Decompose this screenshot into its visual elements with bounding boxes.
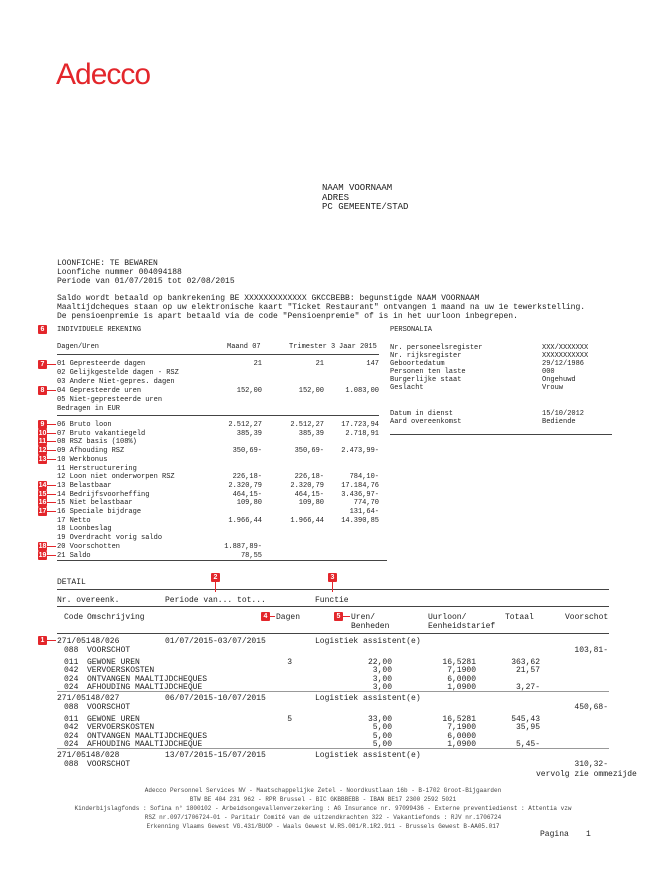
rekening-row-maand: 78,55 xyxy=(240,551,262,560)
personalia-key: Nr. personeelsregister xyxy=(390,344,483,352)
rekening-row-label: 02 Gelijkgestelde dagen - RSZ xyxy=(57,369,179,377)
detail-top-divider xyxy=(57,589,609,590)
line-advance: 450,68- xyxy=(574,703,608,712)
personalia-value: 15/10/2012 xyxy=(542,410,585,418)
marker-10-arrow xyxy=(47,433,56,434)
line-total: 545,43 xyxy=(511,714,540,724)
line-code: 088 xyxy=(64,703,79,712)
marker-d4: 4 xyxy=(261,612,270,621)
line-description: ONTVANGEN MAALTIJDCHEQUES xyxy=(87,674,208,684)
marker-8: 8 xyxy=(38,386,47,395)
marker-15-arrow xyxy=(47,494,56,495)
contract-divider xyxy=(57,691,609,692)
rekening-row-jaar: 17.184,76 xyxy=(341,481,379,490)
rekening-row-label: 04 Gepresteerde uren xyxy=(57,387,142,395)
vervolg-note: vervolg zie ommezijde xyxy=(536,770,637,779)
marker-14-arrow xyxy=(47,485,56,486)
footer-line-1: Adecco Personnel Services NV - Maatschappelijke Zetel - Noordkustlaan 16b - B-1702 Groot-Bijgaarden xyxy=(144,787,502,794)
contract-period: 13/07/2015-15/07/2015 xyxy=(165,751,266,760)
rekening-row-jaar: 2.473,99- xyxy=(341,447,379,456)
marker-15: 15 xyxy=(38,490,47,498)
rekening-divider xyxy=(57,354,379,355)
contract-number: 271/05148/027 xyxy=(57,694,120,703)
line-hours: 3,00 xyxy=(372,674,392,684)
rekening-row-maand: 109,80 xyxy=(236,499,262,508)
rekening-row-label: 01 Gepresteerde dagen xyxy=(57,360,146,368)
rekening-row-label: 11 Herstructurering xyxy=(57,464,137,473)
line-hours: 22,00 xyxy=(367,657,392,667)
line-rate: 16,5281 xyxy=(442,657,476,667)
col-maand: Maand 07 xyxy=(227,343,261,351)
personalia-value: 29/12/1986 xyxy=(542,360,585,368)
personalia-key: Nr. rijksregister xyxy=(390,352,462,360)
col-jaar: Jaar 2015 xyxy=(339,343,377,351)
detail-mid-divider xyxy=(57,606,609,607)
line-code: 042 xyxy=(64,723,79,733)
rekening-row-jaar: 3.436,97- xyxy=(341,490,379,499)
contract-period: 06/07/2015-10/07/2015 xyxy=(165,694,266,703)
company-logo: Adecco xyxy=(56,58,151,91)
col-functie: Functie xyxy=(315,596,349,605)
rekening-row-jaar: 17.723,94 xyxy=(341,421,379,429)
rekening-row-maand: 226,18- xyxy=(232,473,262,482)
line-total: 21,57 xyxy=(515,666,540,676)
marker-16-arrow xyxy=(47,502,56,503)
marker-d5: 5 xyxy=(334,612,343,621)
address-name: NAAM VOORNAAM xyxy=(322,183,393,193)
marker-18: 18 xyxy=(38,542,47,550)
rekening-row-jaar: 131,64- xyxy=(349,508,379,516)
line-description: AFHOUDING MAALTIJDCHEQUE xyxy=(87,740,203,750)
line-hours: 5,00 xyxy=(372,740,392,750)
line-description: GEWONE UREN xyxy=(87,657,140,667)
personalia-value: XXX/XXXXXXX xyxy=(542,344,589,352)
bedragen-divider xyxy=(57,415,379,416)
footer-line-4: RSZ nr.097/1706724-01 - Paritair Comité van de uitzendkrachten 322 - Vakantiefonds : RJV nr.1706724 xyxy=(144,814,502,821)
contract-function: Logistiek assistent(e) xyxy=(315,694,421,703)
line-description: VOORSCHOT xyxy=(87,646,131,655)
col-eenheidstarief: Eenheidstarief xyxy=(428,622,496,631)
rekening-row-trim: 464,15- xyxy=(294,490,324,499)
line-rate: 16,5281 xyxy=(442,714,476,724)
marker-12: 12 xyxy=(38,447,47,455)
marker-16: 16 xyxy=(38,499,47,507)
personalia-key: Aard overeenkomst xyxy=(390,418,462,426)
line-total: 5,45- xyxy=(515,740,540,750)
marker-7-arrow xyxy=(47,364,56,365)
marker-10: 10 xyxy=(38,429,47,437)
rekening-row-maand: 350,69- xyxy=(232,447,262,456)
rekening-row-trim: 385,39 xyxy=(298,429,324,438)
loonfiche-title: LOONFICHE: TE BEWAREN xyxy=(57,259,158,268)
personalia-key: Burgerlijke staat xyxy=(390,376,462,384)
line-days: 5 xyxy=(287,714,292,724)
col-totaal: Totaal xyxy=(505,613,534,622)
rekening-row-label: 13 Belastbaar xyxy=(57,481,112,490)
loonfiche-number: Loonfiche nummer 004094188 xyxy=(57,268,182,277)
line-hours: 3,00 xyxy=(372,683,392,693)
address-city: PC GEMEENTE/STAD xyxy=(322,202,409,212)
page-label: Pagina xyxy=(540,830,569,839)
personalia-key: Geslacht xyxy=(390,384,424,392)
address-street: ADRES xyxy=(322,193,350,203)
col-voorschot: Voorschot xyxy=(565,613,609,622)
rekening-row-label: 12 Loon niet onderworpen RSZ xyxy=(57,473,175,482)
col-periode: Periode van... tot... xyxy=(165,596,266,605)
personalia-value: XXXXXXXXXXX xyxy=(542,352,589,360)
rekening-row-jaar: 2.718,91 xyxy=(345,429,379,438)
detail-title: DETAIL xyxy=(57,578,86,587)
col-omschrijving: Omschrijving xyxy=(87,613,145,622)
rekening-row-trim: 2.320,79 xyxy=(290,481,324,490)
contract-number: 271/05148/028 xyxy=(57,751,120,760)
rekening-row-jaar: 774,70 xyxy=(353,499,379,508)
rekening-row-label: 18 Loonbeslag xyxy=(57,525,112,534)
line-hours: 5,00 xyxy=(372,731,392,741)
detail-header-divider xyxy=(57,633,609,634)
line-description: VOORSCHOT xyxy=(87,703,131,712)
line-rate: 7,1900 xyxy=(447,666,476,676)
marker-d4-arrow xyxy=(270,616,275,617)
line-advance: 310,32- xyxy=(574,760,608,769)
rekening-row-jaar: 147 xyxy=(366,360,379,368)
rekening-row-label: 09 Afhouding RSZ xyxy=(57,447,125,456)
personalia-key: Personen ten laste xyxy=(390,368,466,376)
marker-14: 14 xyxy=(38,481,47,489)
line-description: VOORSCHOT xyxy=(87,760,131,769)
contract-period: 01/07/2015-03/07/2015 xyxy=(165,637,266,646)
rekening-row-maand: 385,39 xyxy=(236,429,262,438)
personalia-value: Bediende xyxy=(542,418,576,426)
rekening-row-maand: 152,00 xyxy=(236,387,262,395)
pension-note: De pensioenpremie is apart betaald via de code "Pensioenpremie" of is in het uurloon inbegrepen. xyxy=(57,312,518,321)
line-code: 088 xyxy=(64,646,79,655)
rekening-row-trim: 226,18- xyxy=(294,473,324,482)
personalia-key: Datum in dienst xyxy=(390,410,454,418)
col-dagen: Dagen xyxy=(276,613,301,622)
marker-12-arrow xyxy=(47,450,56,451)
contract-function: Logistiek assistent(e) xyxy=(315,637,421,646)
col-code: Code xyxy=(64,613,84,622)
rekening-row-label: 08 RSZ basis (108%) xyxy=(57,438,137,447)
col-nr-overeenk: Nr. overeenk. xyxy=(57,596,120,605)
rekening-row-label: 03 Andere Niet-gepres. dagen xyxy=(57,378,175,386)
page-number: 1 xyxy=(586,830,591,839)
line-description: AFHOUDING MAALTIJDCHEQUE xyxy=(87,683,203,693)
line-code: 011 xyxy=(64,714,79,724)
marker-13-arrow xyxy=(47,459,56,460)
marker-11-arrow xyxy=(47,441,56,442)
footer-line-3: Kinderbijslagfonds : Sofina n° 1800102 - Arbeidsongevallenverzekering : AG Insurance nr. 97099436 - Externe preventiedienst : Attentia vzw xyxy=(74,805,572,812)
line-code: 024 xyxy=(64,731,79,741)
line-total: 3,27- xyxy=(515,683,540,693)
bedragen-label: Bedragen in EUR xyxy=(57,405,121,413)
rekening-row-maand: 1.887,89- xyxy=(224,542,262,551)
marker-8-arrow xyxy=(47,390,56,391)
rekening-title: INDIVIDUELE REKENING xyxy=(57,326,142,334)
line-code: 024 xyxy=(64,674,79,684)
rekening-row-label: 19 Overdracht vorig saldo xyxy=(57,534,163,543)
line-hours: 5,00 xyxy=(372,723,392,733)
payment-note: Saldo wordt betaald op bankrekening BE XXXXXXXXXXXXX GKCCBEBB: begunstigde NAAM VOORNAAM xyxy=(57,294,480,303)
marker-9-arrow xyxy=(47,424,56,425)
line-days: 3 xyxy=(287,657,292,667)
rekening-row-maand: 464,15- xyxy=(232,490,262,499)
col-dagen-uren: Dagen/Uren xyxy=(57,343,100,351)
rekening-row-label: 07 Bruto vakantiegeld xyxy=(57,429,146,438)
marker-d3: 3 xyxy=(328,573,337,582)
marker-17: 17 xyxy=(38,508,47,515)
col-eenheden: Benheden xyxy=(351,622,390,631)
line-hours: 33,00 xyxy=(367,714,392,724)
marker-d5-arrow xyxy=(343,616,350,617)
line-rate: 6,0000 xyxy=(447,674,476,684)
rekening-row-trim: 350,69- xyxy=(294,447,324,456)
rekening-row-trim: 109,80 xyxy=(298,499,324,508)
contract-number: 271/05148/026 xyxy=(57,637,120,646)
footer-line-5: Erkenning Vlaams Gewest VG.431/BUOP - Waals Gewest W.RS.001/R.1R2.911 - Brussels Gewest B-AA05.017 xyxy=(146,823,500,830)
marker-d3-arrow xyxy=(332,582,333,592)
rekening-row-label: 14 Bedrijfsvoorheffing xyxy=(57,490,150,499)
rekening-row-label: 10 Werkbonus xyxy=(57,455,108,464)
col-uurloon: Uurloon/ xyxy=(428,613,467,622)
rekening-row-label: 21 Saldo xyxy=(57,551,91,560)
rekening-row-label: 15 Niet belastbaar xyxy=(57,499,133,508)
loonfiche-period: Periode van 01/07/2015 tot 02/08/2015 xyxy=(57,277,235,286)
personalia-divider xyxy=(390,434,612,435)
marker-18-arrow xyxy=(47,546,56,547)
rekening-row-label: 17 Netto xyxy=(57,516,91,525)
line-description: VERVOERSKOSTEN xyxy=(87,666,155,676)
rekening-row-maand: 2.320,79 xyxy=(228,481,262,490)
rekening-end-divider xyxy=(57,560,387,561)
rekening-row-label: 06 Bruto loon xyxy=(57,421,112,429)
line-code: 042 xyxy=(64,666,79,676)
personalia-value: Ongehuwd xyxy=(542,376,576,384)
line-rate: 6,0000 xyxy=(447,731,476,741)
rekening-row-trim: 152,00 xyxy=(298,387,324,395)
marker-19-arrow xyxy=(47,555,56,556)
line-description: ONTVANGEN MAALTIJDCHEQUES xyxy=(87,731,208,741)
rekening-row-jaar: 784,10- xyxy=(349,473,379,482)
rekening-row-trim: 21 xyxy=(315,360,324,368)
marker-6: 6 xyxy=(38,325,47,334)
marker-13: 13 xyxy=(38,455,47,463)
line-description: GEWONE UREN xyxy=(87,714,140,724)
rekening-row-label: 05 Niet-gepresteerde uren xyxy=(57,396,163,404)
rekening-row-label: 16 Speciale bijdrage xyxy=(57,508,142,516)
rekening-row-jaar: 14.390,85 xyxy=(341,516,379,525)
line-total: 363,62 xyxy=(511,657,540,667)
personalia-key: Geboortedatum xyxy=(390,360,445,368)
col-trimester: Trimester 3 xyxy=(289,343,336,351)
rekening-row-label: 20 Voorschotten xyxy=(57,542,121,551)
personalia-value: 000 xyxy=(542,368,555,376)
marker-d1-arrow xyxy=(47,640,56,641)
line-code: 011 xyxy=(64,657,79,667)
rekening-row-trim: 1.966,44 xyxy=(290,516,324,525)
personalia-value: Vrouw xyxy=(542,384,564,392)
line-rate: 1,0900 xyxy=(447,740,476,750)
line-rate: 7,1900 xyxy=(447,723,476,733)
contract-divider xyxy=(57,748,609,749)
line-advance: 103,81- xyxy=(574,646,608,655)
rekening-row-jaar: 1.083,00 xyxy=(345,387,379,395)
contract-function: Logistiek assistent(e) xyxy=(315,751,421,760)
marker-9: 9 xyxy=(38,420,47,429)
line-total: 35,95 xyxy=(515,723,540,733)
marker-d1: 1 xyxy=(38,636,47,645)
rekening-row-maand: 1.966,44 xyxy=(228,516,262,525)
line-code: 088 xyxy=(64,760,79,769)
line-hours: 3,00 xyxy=(372,666,392,676)
marker-17-arrow xyxy=(47,511,56,512)
line-code: 024 xyxy=(64,683,79,693)
marker-d2: 2 xyxy=(211,573,220,582)
marker-19: 19 xyxy=(38,551,47,559)
marker-11: 11 xyxy=(38,438,47,446)
marker-d2-arrow xyxy=(215,582,216,592)
mealcheque-note: Maaltijdcheques staan op uw elektronische kaart "Ticket Restaurant" ontvangen 1 maand na uw 1e tewerkstelling. xyxy=(57,303,586,312)
marker-7: 7 xyxy=(38,360,47,369)
line-description: VERVOERSKOSTEN xyxy=(87,723,155,733)
line-rate: 1,0900 xyxy=(447,683,476,693)
rekening-row-maand: 21 xyxy=(253,360,262,368)
line-code: 024 xyxy=(64,740,79,750)
rekening-row-maand: 2.512,27 xyxy=(228,421,262,429)
col-uren: Uren/ xyxy=(351,613,376,622)
personalia-title: PERSONALIA xyxy=(390,326,433,334)
rekening-row-trim: 2.512,27 xyxy=(290,421,324,429)
footer-line-2: BTW BE 404 231 962 - RPR Brussel - BIC GKBBBEBB - IBAN BE17 2300 2592 5021 xyxy=(189,796,457,803)
